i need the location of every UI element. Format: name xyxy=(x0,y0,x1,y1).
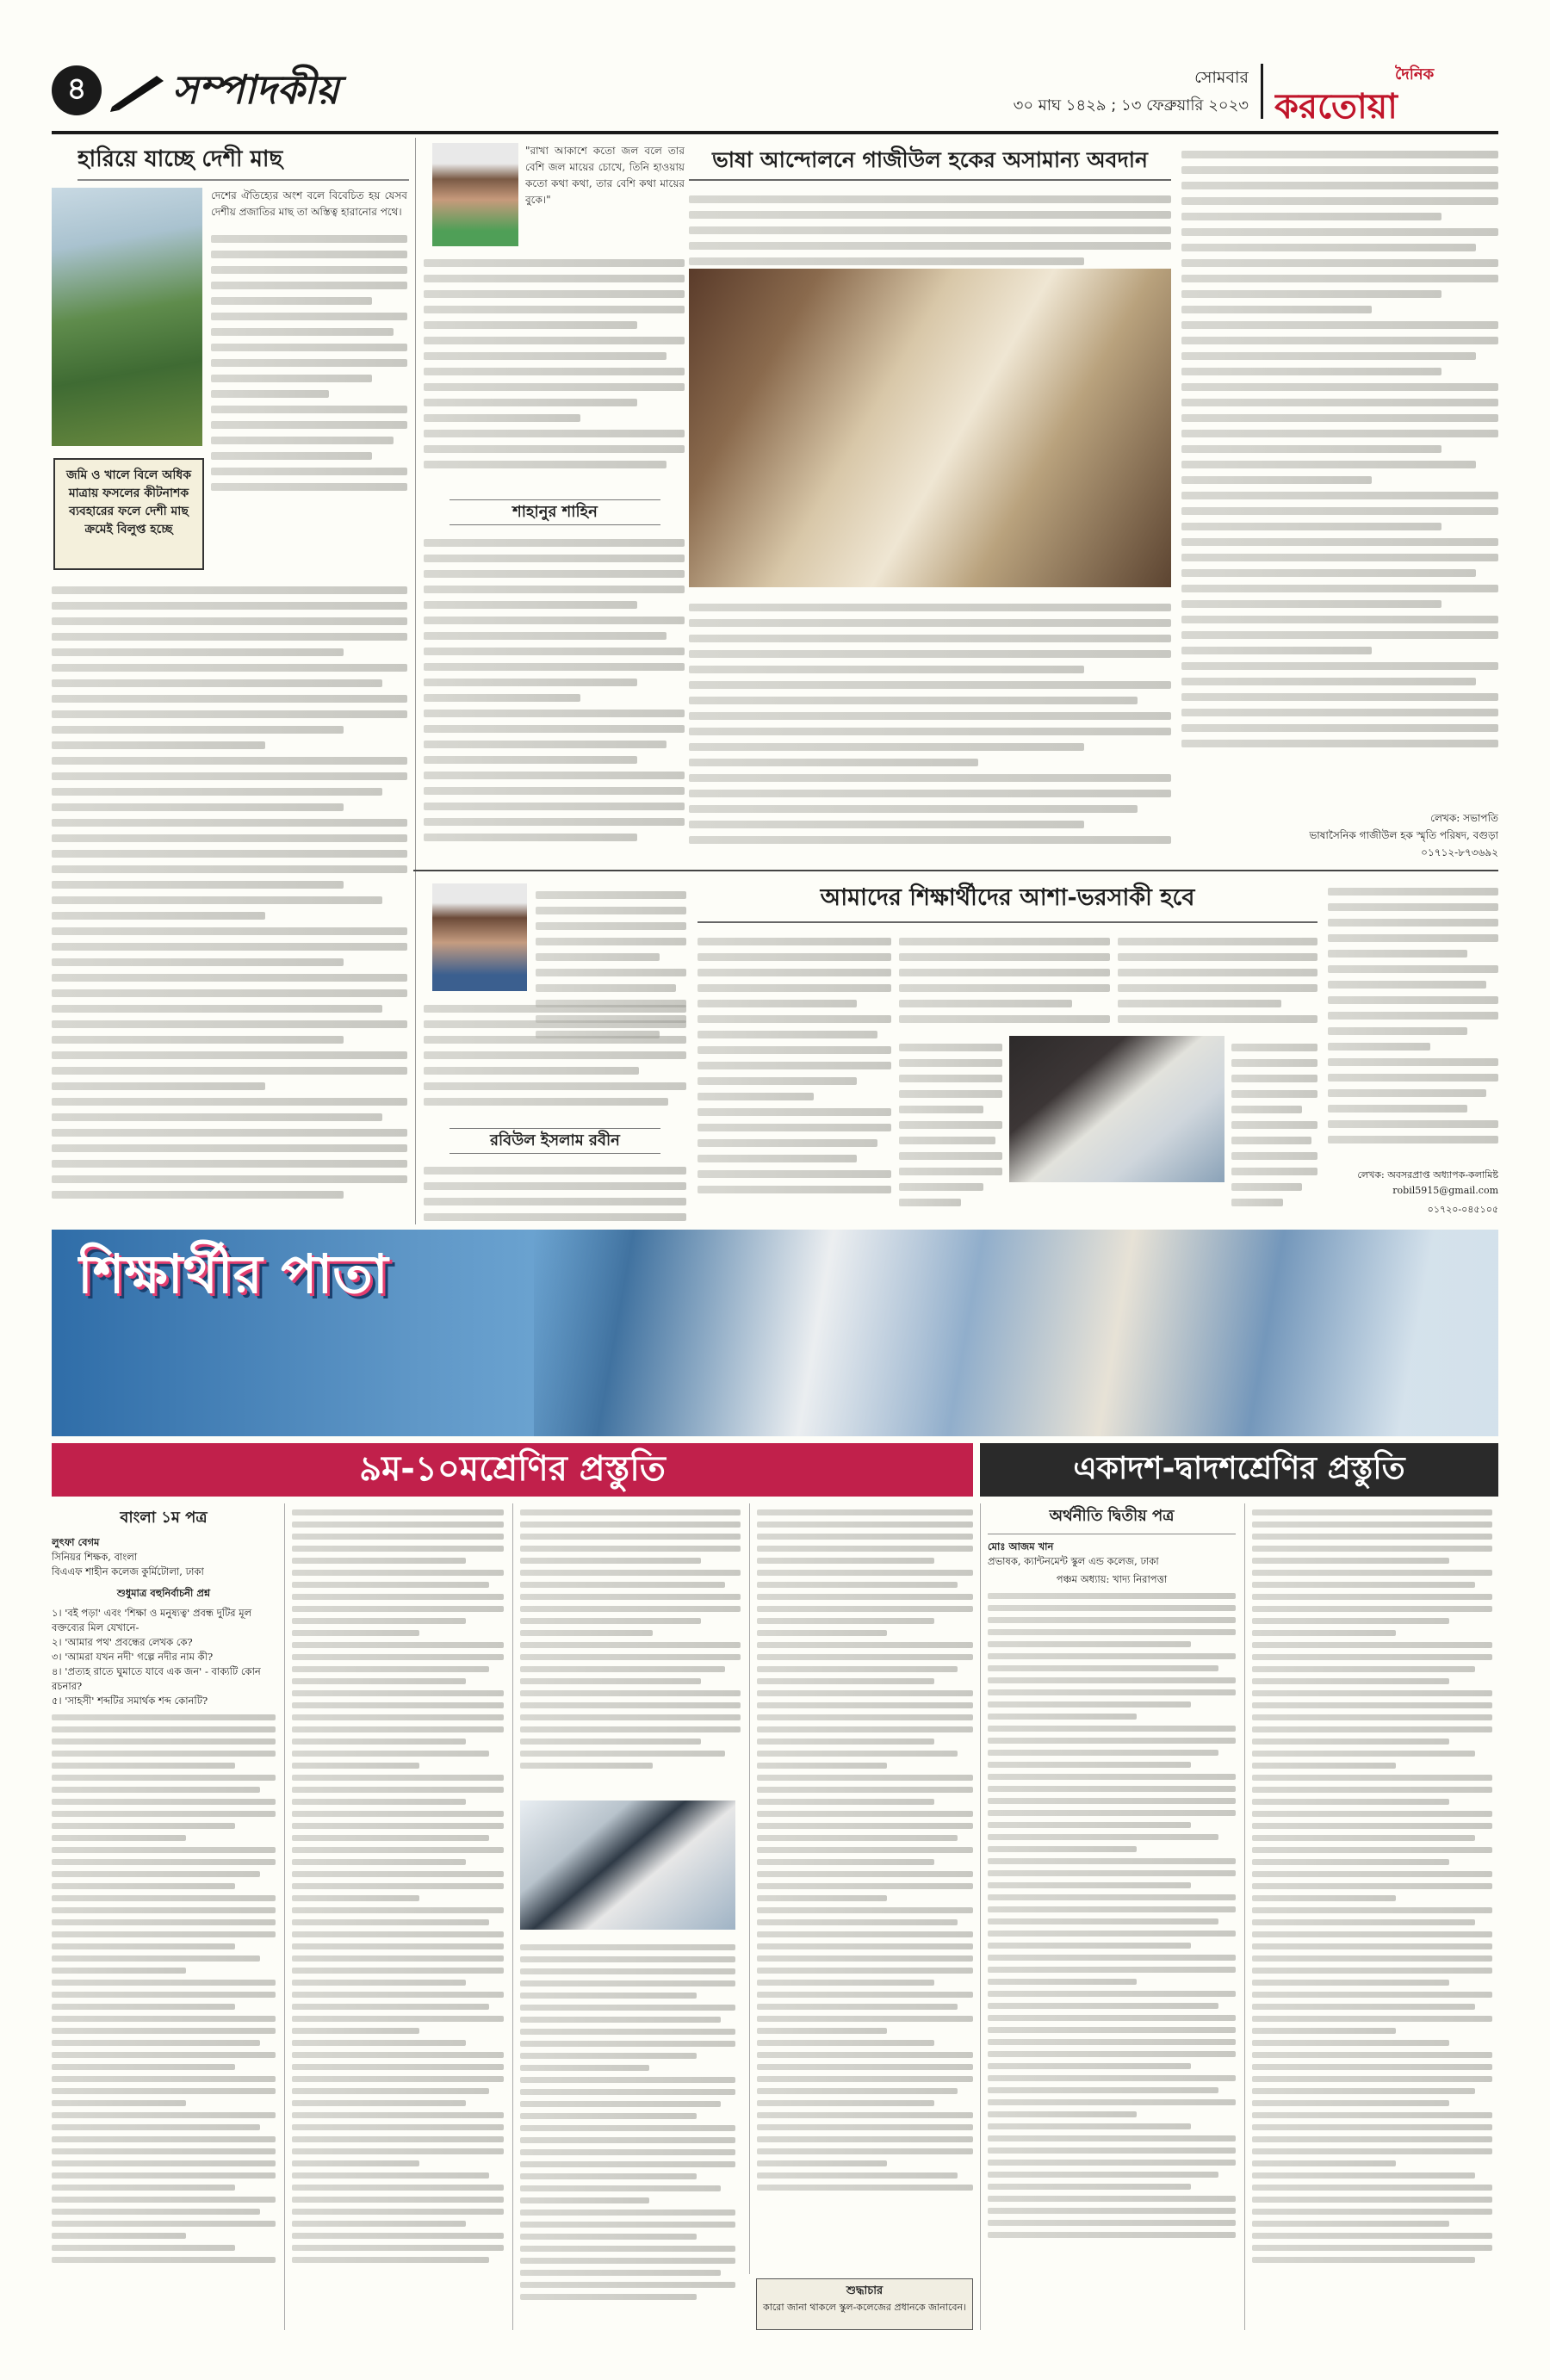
fish-caption: জমি ও খালে বিলে অধিক মাত্রায় ফসলের কীটনাশক ব্যবহারের ফলে দেশী মাছ ক্রমেই বিলুপ্ত হচ্ছে xyxy=(65,468,192,536)
economics-designation: প্রভাষক, ক্যান্টনমেন্ট স্কুল এন্ড কলেজ, ঢাকা xyxy=(988,1555,1159,1567)
students-body-8 xyxy=(1231,1036,1318,1221)
page-number-badge xyxy=(52,65,102,115)
bangla-teacher: লুৎফা বেগম xyxy=(52,1536,100,1548)
bangla-column-3 xyxy=(512,1503,741,2330)
students-author-byline: রবিউল ইসলাম রবীন xyxy=(450,1128,660,1154)
banner-students-photo xyxy=(534,1230,1498,1436)
band-left xyxy=(52,1443,973,1497)
answers-box xyxy=(756,2278,973,2330)
section-title: সম্পাদকীয় xyxy=(172,66,339,113)
economics-body-left xyxy=(988,1593,1236,2238)
bangla-designation: সিনিয়র শিক্ষক, বাংলা xyxy=(52,1551,138,1563)
weekday: সোমবার xyxy=(1194,68,1249,87)
students-author-phone: ০১৭২০-০৪৫১০৫ xyxy=(1427,1204,1498,1215)
bangla-question-3: ৩। 'আমরা যখন নদী' গল্পে নদীর নাম কী? xyxy=(52,1651,214,1663)
fish-body-bottom xyxy=(52,579,407,1220)
economics-teacher: মোঃ আজম খান xyxy=(988,1540,1054,1553)
masthead-divider xyxy=(1261,64,1263,119)
bangla-school: বিএএফ শাহীন কলেজ কুর্মিটোলা, ঢাকা xyxy=(52,1565,204,1577)
language-body-right xyxy=(1181,143,1498,806)
language-body-left xyxy=(689,596,1171,863)
fish-caption-box xyxy=(53,458,204,570)
bangla-column-2 xyxy=(284,1503,504,2330)
economics-left xyxy=(988,1503,1236,2330)
author-photo-2 xyxy=(432,883,527,991)
masthead-rule xyxy=(52,131,1498,134)
students-page-banner xyxy=(52,1230,1498,1436)
students-body-6 xyxy=(899,1036,1002,1221)
bangla-column-1 xyxy=(52,1503,276,2330)
gaziul-haque-photo xyxy=(689,269,1171,587)
bangla-col3-bottom xyxy=(520,1938,735,2330)
fish-photo xyxy=(52,188,202,446)
fish-lead: দেশের ঐতিহ্যের অংশ বলে বিবেচিত হয় যেসব দেশীয় প্রজাতির মাছ তা অস্তিত্ব হারানোর পথে। xyxy=(211,189,407,218)
pen-icon xyxy=(108,69,169,112)
students-article-title: আমাদের শিক্ষার্থীদের আশা-ভরসাকী হবে xyxy=(698,880,1318,923)
language-article xyxy=(689,139,1498,867)
poem-column xyxy=(424,139,686,867)
issue-date: ৩০ মাঘ ১৪২৯ ; ১৩ ফেব্রুয়ারি ২০২৩ xyxy=(1013,96,1249,115)
bangla-question-1: ১। 'বই পড়া' এবং 'শিক্ষা ও মনুষ্যত্ব' প্রবন্ধ দুটির মূল বক্তব্যের মিল যেখানে- xyxy=(52,1607,252,1633)
answers-note: শুদ্ধাচার xyxy=(846,2284,884,2297)
students-body-4 xyxy=(698,930,891,1221)
language-author-phone: ০১৭১২-৮৭৩৬৯২ xyxy=(1421,846,1498,858)
bangla-question-5: ৫। 'সাহসী' শব্দটির সমার্থক শব্দ কোনটি? xyxy=(52,1695,208,1707)
col-divider-1 xyxy=(415,138,416,1224)
poem-body-2 xyxy=(424,531,685,867)
language-article-title: ভাষা আন্দোলনে গাজীউল হকের অসামান্য অবদান xyxy=(689,143,1171,181)
economics-chapter: পঞ্চম অধ্যায়: খাদ্য নিরাপত্তা xyxy=(1056,1573,1168,1585)
students-body-5 xyxy=(899,930,1110,1033)
banner-title: শিক্ষার্থীর পাতা xyxy=(78,1243,388,1305)
students-article xyxy=(424,877,1498,1221)
banner-title-shape xyxy=(78,1238,525,1385)
bangla-question-4: ৪। 'প্রত্যহ রাতে ঘুমাতে যাবে এক জন' - বাক্যটি কোন রচনার? xyxy=(52,1665,261,1692)
band-left-title: ৯ম-১০মশ্রেণির প্রস্তুতি xyxy=(359,1449,666,1489)
band-right-title: একাদশ-দ্বাদশশ্রেণির প্রস্তুতি xyxy=(1073,1451,1405,1486)
footer-note: কারো জানা থাকলে স্কুল-কলেজের প্রধানকে জানাবেন। xyxy=(763,2302,966,2313)
bangla-subject: বাংলা ১ম পত্র xyxy=(120,1509,208,1527)
bangla-column-4 xyxy=(749,1503,973,2274)
fish-body-top xyxy=(211,227,407,511)
students-body-9 xyxy=(1328,880,1498,1164)
students-body-7 xyxy=(1118,930,1318,1033)
students-body-2 xyxy=(424,997,686,1126)
author-photo-1 xyxy=(432,143,518,246)
economics-column xyxy=(980,1503,1498,2330)
bangla-col3-top xyxy=(520,1509,741,1802)
masthead xyxy=(52,60,1498,129)
paper-small-label: দৈনিক xyxy=(1395,65,1435,84)
bangla-section-title: শুধুমাত্র বহুনির্বাচনী প্রশ্ন xyxy=(116,1587,211,1599)
economics-subject: অর্থনীতি দ্বিতীয় পত্র xyxy=(988,1503,1236,1534)
page-number: ৪ xyxy=(66,71,87,107)
exam-students-photo xyxy=(520,1800,735,1930)
fish-article xyxy=(52,139,409,1220)
poem-lines: "রাখা আকাশে কতো জল বলে তার বেশি জল মায়ের চোখে, তিনি হাওয়ায় কতো কথা কথা, তার বেশি কথা মায়ের বুকে।" xyxy=(525,145,685,206)
band-right xyxy=(980,1443,1498,1497)
bangla-question-2: ২। 'আমার পথ' প্রবন্ধের লেখক কে? xyxy=(52,1636,193,1648)
economics-right xyxy=(1244,1503,1492,2330)
poem-body xyxy=(424,251,685,493)
section-rule-mid xyxy=(413,870,1498,871)
students-photo xyxy=(1009,1036,1224,1182)
students-author-label: লেখক: অবসরপ্রাপ্ত অধ্যাপক-কলামিষ্ট xyxy=(1357,1169,1498,1181)
fish-author-byline: শাহানুর শাহিন xyxy=(450,499,660,525)
students-author-email: robil5915@gmail.com xyxy=(1392,1185,1498,1196)
bangla-questions-rest xyxy=(52,1714,276,2263)
language-author-label: লেখক: সভাপতি xyxy=(1430,812,1498,824)
language-intro xyxy=(689,188,1171,265)
paper-name-logo: করতোয়া xyxy=(1274,87,1398,124)
language-author-org: ভাষাসৈনিক গাজীউল হক স্মৃতি পরিষদ, বগুড়া xyxy=(1309,829,1498,841)
fish-article-title: হারিয়ে যাচ্ছে দেশী মাছ xyxy=(78,141,409,181)
students-body-3 xyxy=(424,1159,686,1221)
